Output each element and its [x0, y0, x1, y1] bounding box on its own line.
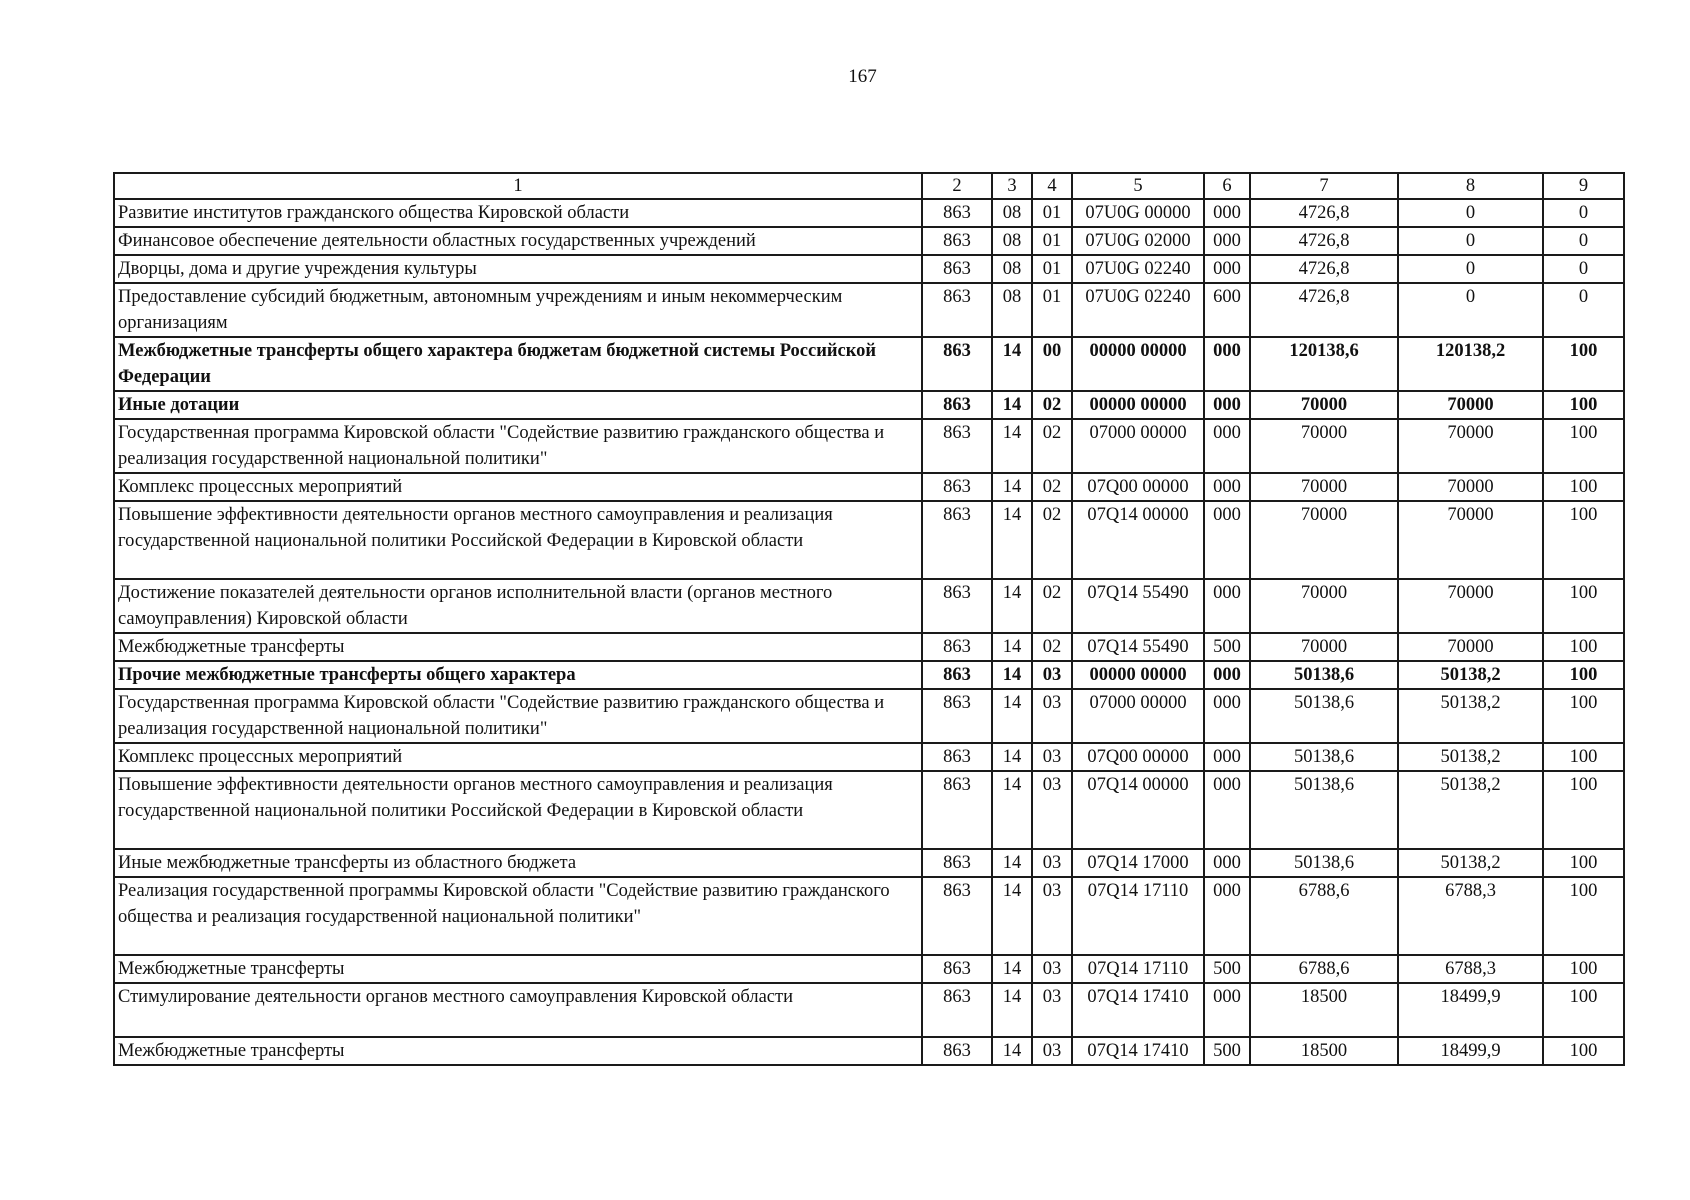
row-name-cell: Межбюджетные трансферты	[114, 955, 922, 983]
row-subsection-cell: 03	[1032, 661, 1072, 689]
row-percent-cell: 100	[1543, 633, 1624, 661]
row-percent-cell: 100	[1543, 955, 1624, 983]
table-row	[114, 877, 1624, 955]
row-section-cell: 08	[992, 255, 1032, 283]
row-subsection-cell: 03	[1032, 1037, 1072, 1065]
row-expense-type-cell: 000	[1204, 227, 1250, 255]
row-expense-type-cell: 000	[1204, 199, 1250, 227]
row-plan-cell: 50138,6	[1250, 771, 1398, 849]
row-section-cell: 14	[992, 661, 1032, 689]
page-number: 167	[848, 66, 877, 87]
table-row	[114, 337, 1624, 391]
row-actual-cell: 0	[1398, 199, 1543, 227]
row-name-cell: Повышение эффективности деятельности органов местного самоуправления и реализация государственной национальной политики Российской Федерации в Кировской области	[114, 771, 922, 849]
row-expense-type-cell: 600	[1204, 283, 1250, 337]
row-percent-cell: 100	[1543, 689, 1624, 743]
row-actual-cell: 70000	[1398, 579, 1543, 633]
table-row	[114, 983, 1624, 1037]
row-actual-cell: 0	[1398, 283, 1543, 337]
row-plan-cell: 70000	[1250, 501, 1398, 579]
table-row	[114, 255, 1624, 283]
row-expense-type-cell: 000	[1204, 579, 1250, 633]
row-plan-cell: 50138,6	[1250, 743, 1398, 771]
row-section-cell: 14	[992, 771, 1032, 849]
row-plan-cell: 70000	[1250, 473, 1398, 501]
row-name-cell: Повышение эффективности деятельности органов местного самоуправления и реализация государственной национальной политики Российской Федерации в Кировской области	[114, 501, 922, 579]
row-name-cell: Межбюджетные трансферты общего характера бюджетам бюджетной системы Российской Федерации	[114, 337, 922, 391]
row-subsection-cell: 03	[1032, 689, 1072, 743]
row-code-cell: 863	[922, 419, 992, 473]
row-code-cell: 863	[922, 579, 992, 633]
row-plan-cell: 70000	[1250, 633, 1398, 661]
row-actual-cell: 6788,3	[1398, 955, 1543, 983]
row-name-cell: Развитие институтов гражданского общества Кировской области	[114, 199, 922, 227]
row-actual-cell: 70000	[1398, 419, 1543, 473]
row-actual-cell: 0	[1398, 227, 1543, 255]
row-name-cell: Реализация государственной программы Кировской области "Содействие развитию гражданского общества и реализация государственной национальной политики"	[114, 877, 922, 955]
row-actual-cell: 50138,2	[1398, 849, 1543, 877]
row-target-article-cell: 07Q14 55490	[1072, 633, 1204, 661]
row-plan-cell: 4726,8	[1250, 255, 1398, 283]
row-code-cell: 863	[922, 849, 992, 877]
row-section-cell: 14	[992, 983, 1032, 1037]
row-plan-cell: 18500	[1250, 983, 1398, 1037]
row-subsection-cell: 03	[1032, 849, 1072, 877]
row-section-cell: 14	[992, 689, 1032, 743]
row-percent-cell: 100	[1543, 337, 1624, 391]
row-percent-cell: 100	[1543, 877, 1624, 955]
row-plan-cell: 70000	[1250, 419, 1398, 473]
row-code-cell: 863	[922, 633, 992, 661]
row-expense-type-cell: 000	[1204, 337, 1250, 391]
row-actual-cell: 120138,2	[1398, 337, 1543, 391]
column-header: 5	[1072, 173, 1204, 199]
row-plan-cell: 18500	[1250, 1037, 1398, 1065]
row-name-cell: Комплекс процессных мероприятий	[114, 473, 922, 501]
row-name-cell: Достижение показателей деятельности органов исполнительной власти (органов местного самоуправления) Кировской области	[114, 579, 922, 633]
row-code-cell: 863	[922, 743, 992, 771]
row-plan-cell: 70000	[1250, 391, 1398, 419]
row-actual-cell: 50138,2	[1398, 689, 1543, 743]
row-actual-cell: 70000	[1398, 501, 1543, 579]
row-plan-cell: 6788,6	[1250, 877, 1398, 955]
row-target-article-cell: 00000 00000	[1072, 661, 1204, 689]
row-percent-cell: 100	[1543, 983, 1624, 1037]
row-target-article-cell: 07U0G 02240	[1072, 255, 1204, 283]
row-subsection-cell: 01	[1032, 199, 1072, 227]
row-expense-type-cell: 500	[1204, 1037, 1250, 1065]
row-subsection-cell: 03	[1032, 877, 1072, 955]
row-plan-cell: 50138,6	[1250, 849, 1398, 877]
row-expense-type-cell: 000	[1204, 473, 1250, 501]
row-expense-type-cell: 000	[1204, 255, 1250, 283]
row-target-article-cell: 07Q14 17110	[1072, 955, 1204, 983]
row-plan-cell: 6788,6	[1250, 955, 1398, 983]
row-actual-cell: 6788,3	[1398, 877, 1543, 955]
column-header: 6	[1204, 173, 1250, 199]
row-target-article-cell: 07000 00000	[1072, 689, 1204, 743]
row-subsection-cell: 03	[1032, 743, 1072, 771]
row-expense-type-cell: 000	[1204, 877, 1250, 955]
row-target-article-cell: 07Q14 55490	[1072, 579, 1204, 633]
table-header-row	[114, 173, 1624, 199]
row-section-cell: 14	[992, 849, 1032, 877]
row-code-cell: 863	[922, 501, 992, 579]
row-target-article-cell: 07U0G 00000	[1072, 199, 1204, 227]
column-header: 7	[1250, 173, 1398, 199]
row-target-article-cell: 07Q14 00000	[1072, 501, 1204, 579]
table-row	[114, 283, 1624, 337]
row-section-cell: 14	[992, 473, 1032, 501]
row-name-cell: Дворцы, дома и другие учреждения культуры	[114, 255, 922, 283]
row-target-article-cell: 07U0G 02000	[1072, 227, 1204, 255]
row-percent-cell: 100	[1543, 1037, 1624, 1065]
row-code-cell: 863	[922, 661, 992, 689]
row-expense-type-cell: 500	[1204, 955, 1250, 983]
row-name-cell: Предоставление субсидий бюджетным, автономным учреждениям и иным некоммерческим организациям	[114, 283, 922, 337]
row-percent-cell: 100	[1543, 743, 1624, 771]
row-plan-cell: 4726,8	[1250, 199, 1398, 227]
row-actual-cell: 70000	[1398, 391, 1543, 419]
row-section-cell: 14	[992, 419, 1032, 473]
table-row	[114, 501, 1624, 579]
row-expense-type-cell: 500	[1204, 633, 1250, 661]
row-actual-cell: 70000	[1398, 633, 1543, 661]
table-row	[114, 633, 1624, 661]
row-actual-cell: 70000	[1398, 473, 1543, 501]
table-body	[114, 199, 1624, 1065]
row-expense-type-cell: 000	[1204, 419, 1250, 473]
row-section-cell: 08	[992, 283, 1032, 337]
column-header: 1	[114, 173, 922, 199]
column-header: 9	[1543, 173, 1624, 199]
row-name-cell: Финансовое обеспечение деятельности областных государственных учреждений	[114, 227, 922, 255]
row-code-cell: 863	[922, 1037, 992, 1065]
row-expense-type-cell: 000	[1204, 689, 1250, 743]
row-section-cell: 14	[992, 633, 1032, 661]
table-row	[114, 955, 1624, 983]
row-subsection-cell: 02	[1032, 419, 1072, 473]
row-actual-cell: 18499,9	[1398, 983, 1543, 1037]
column-header: 4	[1032, 173, 1072, 199]
row-subsection-cell: 01	[1032, 227, 1072, 255]
row-name-cell: Комплекс процессных мероприятий	[114, 743, 922, 771]
row-section-cell: 14	[992, 579, 1032, 633]
row-percent-cell: 100	[1543, 661, 1624, 689]
row-expense-type-cell: 000	[1204, 661, 1250, 689]
row-code-cell: 863	[922, 283, 992, 337]
row-target-article-cell: 07U0G 02240	[1072, 283, 1204, 337]
row-actual-cell: 18499,9	[1398, 1037, 1543, 1065]
table-row	[114, 579, 1624, 633]
table-row	[114, 419, 1624, 473]
row-subsection-cell: 02	[1032, 501, 1072, 579]
row-actual-cell: 50138,2	[1398, 661, 1543, 689]
row-code-cell: 863	[922, 473, 992, 501]
row-plan-cell: 50138,6	[1250, 661, 1398, 689]
row-target-article-cell: 07Q14 17410	[1072, 1037, 1204, 1065]
row-subsection-cell: 03	[1032, 983, 1072, 1037]
row-name-cell: Прочие межбюджетные трансферты общего характера	[114, 661, 922, 689]
row-code-cell: 863	[922, 877, 992, 955]
row-subsection-cell: 02	[1032, 391, 1072, 419]
row-target-article-cell: 07Q14 17410	[1072, 983, 1204, 1037]
row-target-article-cell: 07Q14 17110	[1072, 877, 1204, 955]
row-name-cell: Межбюджетные трансферты	[114, 1037, 922, 1065]
row-expense-type-cell: 000	[1204, 849, 1250, 877]
row-subsection-cell: 03	[1032, 955, 1072, 983]
row-plan-cell: 120138,6	[1250, 337, 1398, 391]
row-expense-type-cell: 000	[1204, 983, 1250, 1037]
row-plan-cell: 4726,8	[1250, 283, 1398, 337]
table-row	[114, 473, 1624, 501]
row-name-cell: Иные дотации	[114, 391, 922, 419]
row-percent-cell: 100	[1543, 473, 1624, 501]
row-percent-cell: 100	[1543, 501, 1624, 579]
row-code-cell: 863	[922, 689, 992, 743]
column-header: 8	[1398, 173, 1543, 199]
budget-table	[113, 172, 1625, 1066]
row-section-cell: 08	[992, 227, 1032, 255]
row-expense-type-cell: 000	[1204, 771, 1250, 849]
table-row	[114, 771, 1624, 849]
row-percent-cell: 100	[1543, 579, 1624, 633]
row-plan-cell: 70000	[1250, 579, 1398, 633]
row-expense-type-cell: 000	[1204, 391, 1250, 419]
table-row	[114, 849, 1624, 877]
row-percent-cell: 100	[1543, 419, 1624, 473]
row-percent-cell: 100	[1543, 849, 1624, 877]
row-code-cell: 863	[922, 337, 992, 391]
row-section-cell: 14	[992, 1037, 1032, 1065]
row-target-article-cell: 07Q00 00000	[1072, 743, 1204, 771]
row-actual-cell: 50138,2	[1398, 771, 1543, 849]
row-percent-cell: 100	[1543, 391, 1624, 419]
row-section-cell: 14	[992, 391, 1032, 419]
row-percent-cell: 100	[1543, 771, 1624, 849]
row-percent-cell: 0	[1543, 227, 1624, 255]
row-section-cell: 08	[992, 199, 1032, 227]
row-percent-cell: 0	[1543, 199, 1624, 227]
row-code-cell: 863	[922, 771, 992, 849]
table-row	[114, 1037, 1624, 1065]
row-target-article-cell: 07Q14 00000	[1072, 771, 1204, 849]
row-name-cell: Иные межбюджетные трансферты из областного бюджета	[114, 849, 922, 877]
row-expense-type-cell: 000	[1204, 743, 1250, 771]
row-name-cell: Государственная программа Кировской области "Содействие развитию гражданского общества и реализация государственной национальной политики"	[114, 419, 922, 473]
row-actual-cell: 0	[1398, 255, 1543, 283]
table-row	[114, 661, 1624, 689]
row-percent-cell: 0	[1543, 283, 1624, 337]
row-code-cell: 863	[922, 391, 992, 419]
row-subsection-cell: 02	[1032, 633, 1072, 661]
row-expense-type-cell: 000	[1204, 501, 1250, 579]
row-section-cell: 14	[992, 337, 1032, 391]
row-section-cell: 14	[992, 955, 1032, 983]
table-row	[114, 227, 1624, 255]
column-header: 2	[922, 173, 992, 199]
row-section-cell: 14	[992, 743, 1032, 771]
row-code-cell: 863	[922, 255, 992, 283]
row-percent-cell: 0	[1543, 255, 1624, 283]
row-code-cell: 863	[922, 199, 992, 227]
row-target-article-cell: 07000 00000	[1072, 419, 1204, 473]
row-name-cell: Межбюджетные трансферты	[114, 633, 922, 661]
row-code-cell: 863	[922, 983, 992, 1037]
row-plan-cell: 50138,6	[1250, 689, 1398, 743]
row-name-cell: Стимулирование деятельности органов местного самоуправления Кировской области	[114, 983, 922, 1037]
row-code-cell: 863	[922, 227, 992, 255]
row-section-cell: 14	[992, 877, 1032, 955]
row-subsection-cell: 02	[1032, 473, 1072, 501]
row-target-article-cell: 00000 00000	[1072, 337, 1204, 391]
row-subsection-cell: 03	[1032, 771, 1072, 849]
row-name-cell: Государственная программа Кировской области "Содействие развитию гражданского общества и реализация государственной национальной политики"	[114, 689, 922, 743]
row-subsection-cell: 01	[1032, 283, 1072, 337]
row-target-article-cell: 00000 00000	[1072, 391, 1204, 419]
table-row	[114, 391, 1624, 419]
row-subsection-cell: 02	[1032, 579, 1072, 633]
table-row	[114, 743, 1624, 771]
column-header: 3	[992, 173, 1032, 199]
row-code-cell: 863	[922, 955, 992, 983]
row-subsection-cell: 00	[1032, 337, 1072, 391]
row-actual-cell: 50138,2	[1398, 743, 1543, 771]
row-target-article-cell: 07Q14 17000	[1072, 849, 1204, 877]
row-target-article-cell: 07Q00 00000	[1072, 473, 1204, 501]
row-section-cell: 14	[992, 501, 1032, 579]
table-row	[114, 199, 1624, 227]
row-subsection-cell: 01	[1032, 255, 1072, 283]
row-plan-cell: 4726,8	[1250, 227, 1398, 255]
table-row	[114, 689, 1624, 743]
